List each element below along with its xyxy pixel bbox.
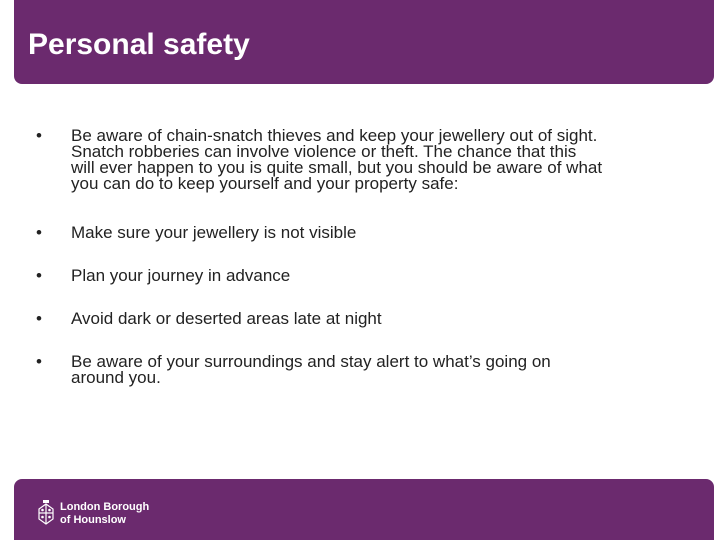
bullet-text: Make sure your jewellery is not visible	[71, 223, 357, 242]
slide-title: Personal safety	[28, 28, 250, 61]
footer-bar	[14, 479, 714, 540]
bullet-marker: •	[36, 223, 42, 242]
logo-text-line-1: London Borough	[60, 501, 150, 513]
bullet-marker: •	[36, 309, 42, 328]
bullet-text: Avoid dark or deserted areas late at night	[71, 309, 382, 328]
hounslow-crest-icon	[36, 500, 56, 526]
bullet-text: Be aware of chain-snatch thieves and keep your jewellery out of sight. Snatch robberies can involve violence or theft. The chance that this will ever happen to you is quite small, but you should be aware of what you can do to keep yourself and your property safe:	[71, 126, 603, 193]
council-logo	[36, 500, 176, 528]
logo-text-line-2: of Hounslow	[60, 514, 126, 526]
bullet-marker: •	[36, 266, 42, 285]
bullet-text: Plan your journey in advance	[71, 266, 291, 285]
bullet-text: Be aware of your surroundings and stay alert to what’s going on around you.	[71, 352, 551, 387]
bullet-marker: •	[36, 352, 42, 371]
bullet-marker: •	[36, 126, 42, 145]
